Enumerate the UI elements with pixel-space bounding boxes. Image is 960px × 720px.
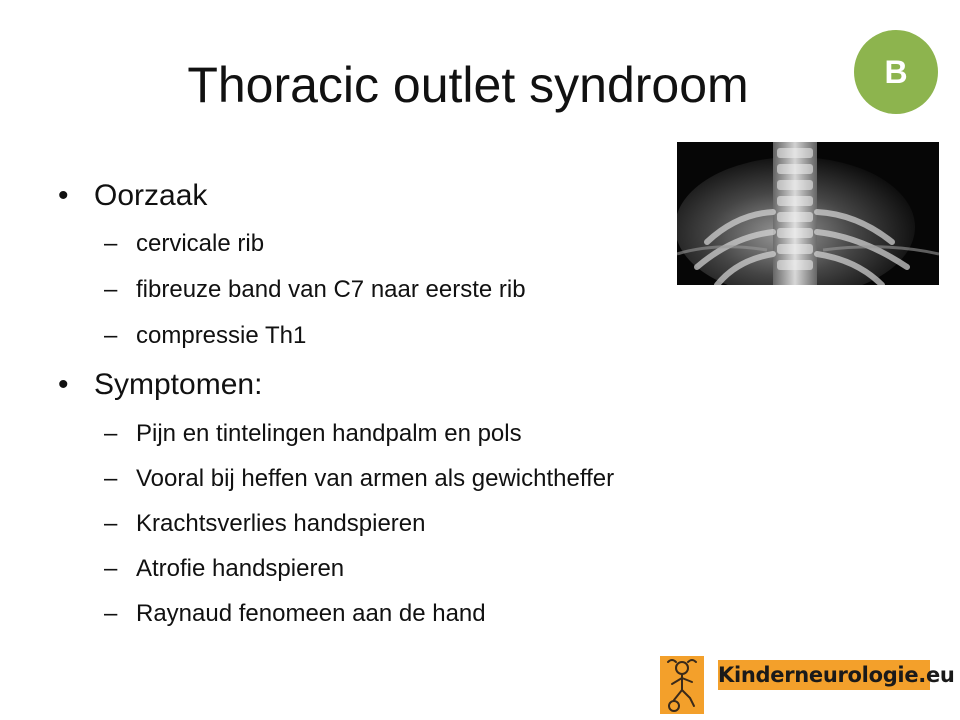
- child-figure-icon: [660, 656, 704, 714]
- dash-marker: –: [104, 555, 118, 582]
- bullet-heading: Symptomen:: [94, 368, 263, 401]
- slide-title: Thoracic outlet syndroom: [187, 57, 749, 113]
- sub-bullet-text: Pijn en tintelingen handpalm en pols: [136, 420, 522, 447]
- dash-marker: –: [104, 420, 118, 447]
- sub-bullet-text: Vooral bij heffen van armen als gewichtheffer: [136, 465, 615, 492]
- bullet-dot: •: [58, 179, 69, 212]
- dash-marker: –: [104, 230, 118, 257]
- bullet-dot: •: [58, 368, 69, 401]
- dash-marker: –: [104, 322, 118, 349]
- logo-text[interactable]: Kinderneurologie.eu: [718, 660, 930, 690]
- sub-bullet-text: Krachtsverlies handspieren: [136, 510, 426, 537]
- sub-bullet-text: fibreuze band van C7 naar eerste rib: [136, 276, 526, 303]
- sub-bullet-text: Raynaud fenomeen aan de hand: [136, 600, 486, 627]
- xray-picture: [677, 142, 939, 285]
- dash-marker: –: [104, 465, 118, 492]
- child-figure-drawing: [660, 656, 704, 714]
- cervical-xray-image: [677, 142, 939, 285]
- dash-marker: –: [104, 510, 118, 537]
- section-badge: B: [854, 30, 938, 114]
- dash-marker: –: [104, 276, 118, 303]
- sub-bullet-text: cervicale rib: [136, 230, 265, 257]
- sub-bullet-text: compressie Th1: [136, 322, 307, 349]
- dash-marker: –: [104, 600, 118, 627]
- bullet-heading: Oorzaak: [94, 179, 208, 212]
- sub-bullet-text: Atrofie handspieren: [136, 555, 345, 582]
